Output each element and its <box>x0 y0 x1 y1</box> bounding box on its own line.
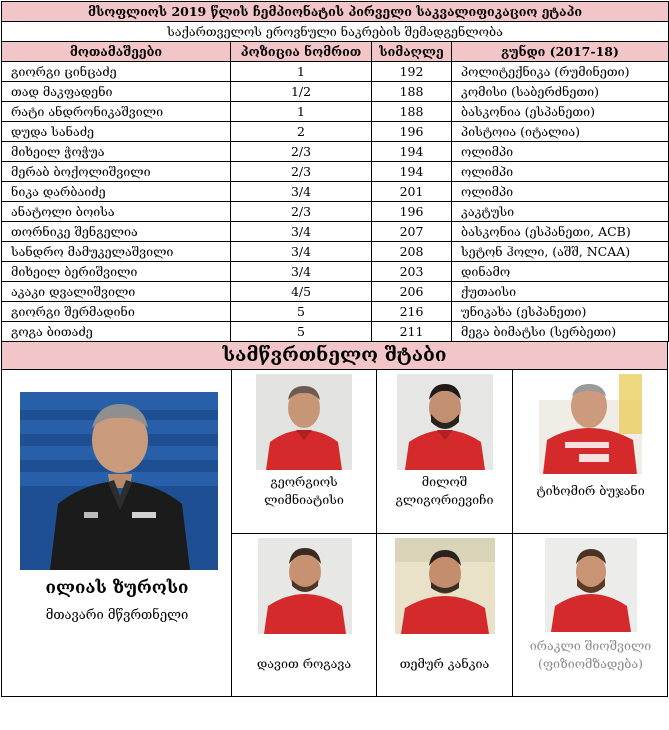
player-team: პისტოია (იტალია) <box>452 122 669 142</box>
assistant-card-3 <box>513 370 668 534</box>
player-position: 1 <box>231 62 372 82</box>
player-position: 1/2 <box>231 82 372 102</box>
player-name: რატი ანდრონიკაშვილი <box>2 102 231 122</box>
player-height: 196 <box>372 202 452 222</box>
player-position: 3/4 <box>231 182 372 202</box>
player-name: დუდა სანაძე <box>2 122 231 142</box>
assistant-photo-2 <box>397 374 493 470</box>
player-position: 4/5 <box>231 282 372 302</box>
player-row <box>2 202 669 222</box>
assistant-name-1-last: ლიმნიატისი <box>264 492 344 507</box>
player-name: თორნიკე შენგელია <box>2 222 231 242</box>
assistant-photo-1 <box>256 374 352 470</box>
player-height: 208 <box>372 242 452 262</box>
player-team: ოლიმპი <box>452 182 669 202</box>
player-height: 194 <box>372 142 452 162</box>
title-row <box>2 2 669 22</box>
player-name: ნიკა დარბაიძე <box>2 182 231 202</box>
column-header-team: გუნდი (2017-18) <box>452 42 669 62</box>
player-height: 216 <box>372 302 452 322</box>
page-subtitle: საქართველოს ეროვნული ნაკრების შემადგენლობა <box>2 22 669 42</box>
assistant-role-6: (ფიზიომზადება) <box>537 656 644 671</box>
player-row <box>2 122 669 142</box>
player-height: 201 <box>372 182 452 202</box>
column-header-position: პოზიცია ნომრით <box>231 42 372 62</box>
assistant-photo-4 <box>258 538 352 634</box>
assistant-name-5: თემურ კანკია <box>399 656 490 671</box>
assistant-name-6: ირაკლი შიოშვილი <box>529 638 652 653</box>
assistant-card-6 <box>513 534 668 696</box>
player-team: ოლიმპი <box>452 142 669 162</box>
player-position: 2 <box>231 122 372 142</box>
player-team: კომისი (საბერძნეთი) <box>452 82 669 102</box>
player-name: მერაბ ბოქოლიშვილი <box>2 162 231 182</box>
player-height: 196 <box>372 122 452 142</box>
assistant-card-5 <box>377 534 513 696</box>
head-coach-name: ილიას ზუროსი <box>45 578 189 598</box>
assistant-photo-5 <box>395 538 495 634</box>
player-position: 5 <box>231 302 372 322</box>
roster-body <box>2 62 669 342</box>
assistant-name-3: ტიხომირ ბუჯანი <box>536 483 645 498</box>
player-team: დინამო <box>452 262 669 282</box>
player-team: კაკტუსი <box>452 202 669 222</box>
player-name: თად მაკფადენი <box>2 82 231 102</box>
head-coach-role: მთავარი მწვრთნელი <box>45 608 189 623</box>
player-row <box>2 62 669 82</box>
player-height: 203 <box>372 262 452 282</box>
player-team: ბასკონია (ესპანეთი) <box>452 102 669 122</box>
player-row <box>2 322 669 342</box>
assistant-card-1 <box>232 370 377 534</box>
assistant-photo-6 <box>545 538 637 632</box>
player-height: 188 <box>372 82 452 102</box>
player-height: 188 <box>372 102 452 122</box>
player-team: მეგა ბიმატსი (სერბეთი) <box>452 322 669 342</box>
head-coach-panel <box>2 370 232 696</box>
roster-sheet <box>1 1 668 697</box>
player-row <box>2 262 669 282</box>
player-team: ბასკონია (ესპანეთი, ACB) <box>452 222 669 242</box>
player-height: 207 <box>372 222 452 242</box>
column-header-players: მოთამაშეები <box>2 42 231 62</box>
player-row <box>2 302 669 322</box>
player-height: 211 <box>372 322 452 342</box>
player-height: 206 <box>372 282 452 302</box>
player-team: ოლიმპი <box>452 162 669 182</box>
player-team: უნიკახა (ესპანეთი) <box>452 302 669 322</box>
player-height: 192 <box>372 62 452 82</box>
player-name: მიხეილ ჭოჭუა <box>2 142 231 162</box>
player-row <box>2 182 669 202</box>
player-team: პოლიტექნიკა (რუმინეთი) <box>452 62 669 82</box>
player-position: 3/4 <box>231 222 372 242</box>
player-position: 2/3 <box>231 202 372 222</box>
column-header-height: სიმაღლე <box>372 42 452 62</box>
player-position: 1 <box>231 102 372 122</box>
player-name: სანდრო მამუკელაშვილი <box>2 242 231 262</box>
assistant-photo-3 <box>539 374 642 474</box>
roster-table <box>1 1 669 342</box>
assistant-name-2-last: გლიგორიევიჩი <box>395 492 494 507</box>
page-title: მსოფლიოს 2019 წლის ჩემპიონატის პირველი საკვალიფიკაციო ეტაპი <box>2 2 669 22</box>
player-name: ანატოლი ბოისა <box>2 202 231 222</box>
assistant-name-4: დავით როგავა <box>256 656 352 671</box>
head-coach-photo <box>20 392 218 570</box>
player-row <box>2 142 669 162</box>
assistant-card-2 <box>377 370 513 534</box>
player-row <box>2 242 669 262</box>
player-position: 5 <box>231 322 372 342</box>
player-name: გიორგი ცინცაძე <box>2 62 231 82</box>
column-header-row <box>2 42 669 62</box>
coaching-staff <box>1 370 668 697</box>
player-team: ქუთაისი <box>452 282 669 302</box>
player-height: 194 <box>372 162 452 182</box>
player-row <box>2 162 669 182</box>
player-row <box>2 222 669 242</box>
player-position: 2/3 <box>231 162 372 182</box>
player-team: სეტონ ჰოლი, (აშშ, NCAA) <box>452 242 669 262</box>
player-row <box>2 82 669 102</box>
player-position: 3/4 <box>231 262 372 282</box>
subtitle-row <box>2 22 669 42</box>
player-name: გოგა ბითაძე <box>2 322 231 342</box>
assistant-name-2-first: მილოშ <box>421 474 468 489</box>
player-position: 3/4 <box>231 242 372 262</box>
player-position: 2/3 <box>231 142 372 162</box>
staff-heading: სამწვრთნელო შტაბი <box>1 342 668 370</box>
player-name: აკაკი დვალიშვილი <box>2 282 231 302</box>
assistant-card-4 <box>232 534 377 696</box>
player-name: მიხეილ ბერიშვილი <box>2 262 231 282</box>
assistant-name-1-first: გეორგიოს <box>270 474 338 489</box>
player-name: გიორგი შერმადინი <box>2 302 231 322</box>
player-row <box>2 282 669 302</box>
player-row <box>2 102 669 122</box>
